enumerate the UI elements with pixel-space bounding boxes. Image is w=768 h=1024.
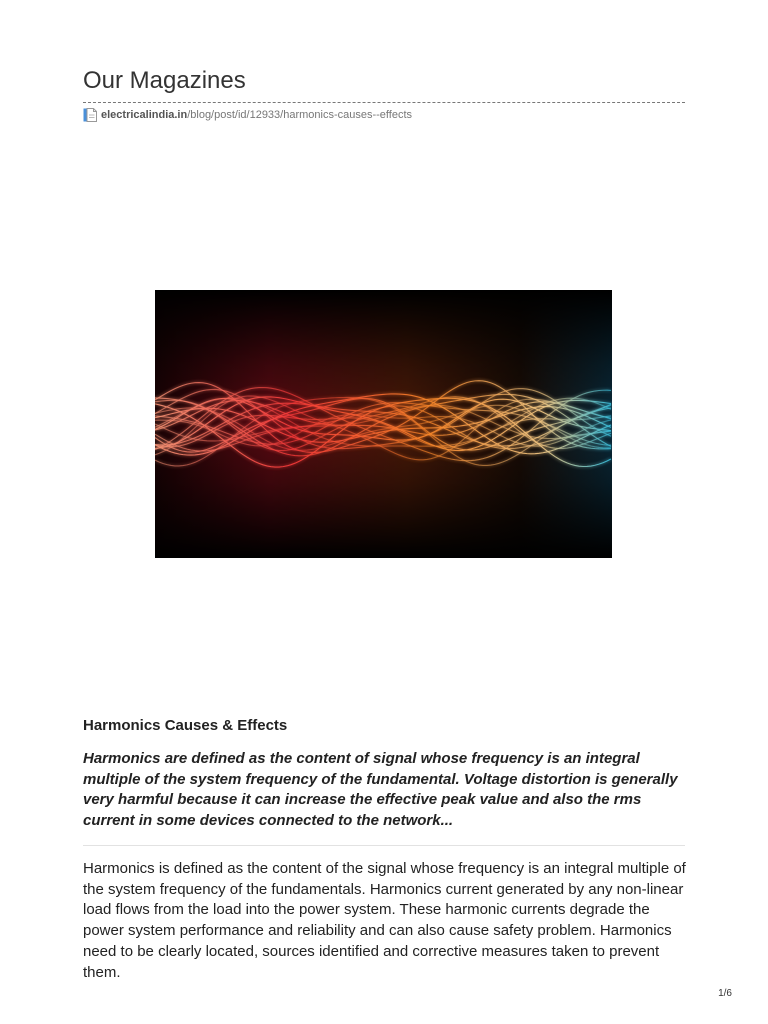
- source-path[interactable]: /blog/post/id/12933/harmonics-causes--effects: [187, 109, 413, 121]
- page-title: Our Magazines: [83, 67, 246, 94]
- source-link[interactable]: [83, 108, 412, 122]
- source-domain[interactable]: electricalindia.in: [101, 109, 188, 121]
- article-lead: Harmonics are defined as the content of signal whose frequency is an integral multiple of the system frequency of the fundamental. Voltage distortion is generally very harmful because it can increase the effective peak value and also the rms current in some devices connected to the network...: [83, 750, 678, 830]
- article-heading: Harmonics Causes & Effects: [83, 717, 288, 734]
- harmonic-waves-image: [155, 290, 612, 558]
- document-icon: [83, 108, 97, 122]
- title-divider: [83, 102, 685, 103]
- page-indicator: 1/6: [718, 988, 732, 999]
- article-body: Harmonics is defined as the content of the signal whose frequency is an integral multiple of the system frequency of the fundamentals. Harmonics current generated by any non-linear load flows from the load into the power system. These harmonic currents degrade the power system performance and reliability and can also cause safety problem. Harmonics need to be clearly located, sources identified and corrective measures taken to prevent them.: [83, 860, 686, 981]
- section-divider: [83, 845, 685, 846]
